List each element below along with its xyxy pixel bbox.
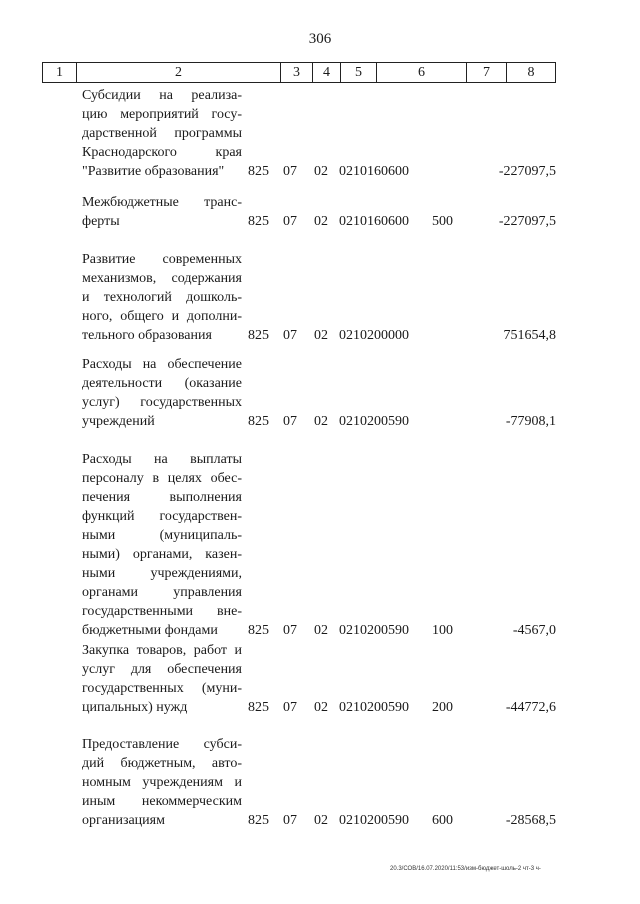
description-line: Предоставление субси- [82,737,242,752]
description-line: механизмов, содержания [82,271,242,286]
amount: -4567,0 [512,623,556,638]
subsection-code: 02 [314,623,328,638]
column-header: 5 [340,63,376,82]
target-article-code: 0210200590 [339,623,409,638]
section-code: 07 [283,700,297,715]
subsection-code: 02 [314,164,328,179]
description-line: дий бюджетным, авто- [82,756,242,771]
description-line: тельного образования [82,328,212,343]
ministry-code: 825 [248,813,269,828]
column-header: 7 [466,63,506,82]
description-line: иным некоммерческим [82,794,242,809]
ministry-code: 825 [248,623,269,638]
target-article-code: 0210200000 [339,328,409,343]
row-description [82,450,242,640]
description-line: ципальных) нужд [82,700,188,715]
row-description [82,641,242,717]
description-line: бюджетными фондами [82,623,218,638]
section-code: 07 [283,414,297,429]
description-line: Расходы на обеспечение [82,357,242,372]
expense-type-code: 600 [432,813,453,828]
expense-type-code: 500 [432,214,453,229]
amount: 751654,8 [503,328,556,343]
description-line: учреждений [82,414,155,429]
ministry-code: 825 [248,214,269,229]
ministry-code: 825 [248,328,269,343]
amount: -227097,5 [498,214,556,229]
amount: -28568,5 [505,813,556,828]
target-article-code: 0210160600 [339,214,409,229]
amount: -44772,6 [505,700,556,715]
description-line: ными учреждениями, [82,566,242,581]
description-line: органами управления [82,585,242,600]
target-article-code: 0210160600 [339,164,409,179]
document-footer-code: 20.3/СОВ/16.07.2020/11:53/изм-бюджет-шоль-2 чт-3 ч- [390,866,541,872]
description-line: услуг для обеспечения [82,662,242,677]
section-code: 07 [283,328,297,343]
column-header: 3 [280,63,312,82]
description-line: и технологий дошколь- [82,290,242,305]
target-article-code: 0210200590 [339,700,409,715]
column-header: 4 [312,63,340,82]
description-line: Краснодарского края [82,145,242,160]
subsection-code: 02 [314,813,328,828]
description-line: ными (муниципаль- [82,528,242,543]
section-code: 07 [283,214,297,229]
column-header: 2 [76,63,280,82]
section-code: 07 [283,623,297,638]
description-line: цию мероприятий госу- [82,107,242,122]
subsection-code: 02 [314,414,328,429]
description-line: ными) органами, казен- [82,547,242,562]
amount: -77908,1 [505,414,556,429]
description-line: номным учреждениям и [82,775,242,790]
description-line: печения выполнения [82,490,242,505]
description-line: дарственной программы [82,126,242,141]
description-line: Межбюджетные транс- [82,195,242,210]
ministry-code: 825 [248,700,269,715]
description-line: Субсидии на реализа- [82,88,242,103]
description-line: ферты [82,214,120,229]
column-header: 1 [56,65,63,80]
section-code: 07 [283,813,297,828]
row-description [82,86,242,181]
subsection-code: 02 [314,214,328,229]
ministry-code: 825 [248,414,269,429]
row-description [82,735,242,830]
table-header-row [42,62,556,83]
description-line: "Развитие образования" [82,164,225,179]
description-line: ного, общего и дополни- [82,309,242,324]
page-number: 306 [308,31,332,47]
subsection-code: 02 [314,700,328,715]
description-line: государственных (муни- [82,681,242,696]
expense-type-code: 200 [432,700,453,715]
subsection-code: 02 [314,328,328,343]
row-description [82,250,242,345]
description-line: организациям [82,813,165,828]
expense-type-code: 100 [432,623,453,638]
section-code: 07 [283,164,297,179]
description-line: государственными вне- [82,604,242,619]
description-line: Закупка товаров, работ и [82,643,242,658]
description-line: Развитие современных [82,252,242,267]
target-article-code: 0210200590 [339,414,409,429]
ministry-code: 825 [248,164,269,179]
description-line: функций государствен- [82,509,242,524]
amount: -227097,5 [498,164,556,179]
description-line: Расходы на выплаты [82,452,242,467]
description-line: услуг) государственных [82,395,242,410]
column-header: 6 [376,63,466,82]
description-line: деятельности (оказание [82,376,242,391]
column-header: 8 [506,63,555,82]
row-description [82,193,242,231]
description-line: персоналу в целях обес- [82,471,242,486]
row-description [82,355,242,431]
target-article-code: 0210200590 [339,813,409,828]
